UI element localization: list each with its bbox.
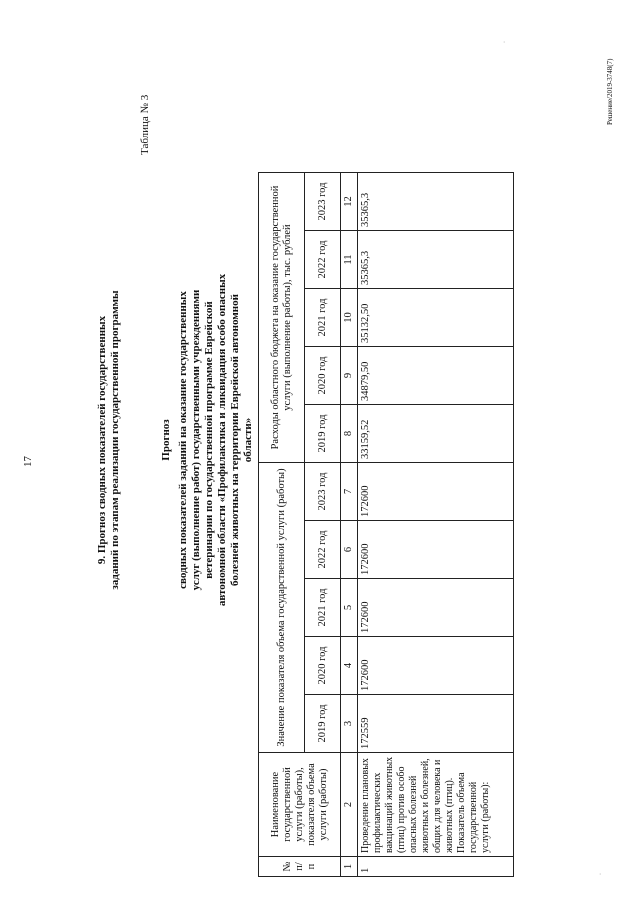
expense-value: 34879,50 xyxy=(358,347,514,405)
column-number: 10 xyxy=(341,289,358,347)
column-number: 8 xyxy=(341,405,358,463)
column-number: 7 xyxy=(341,463,358,521)
header-year: 2021 год xyxy=(305,579,341,637)
column-number: 9 xyxy=(341,347,358,405)
column-number: 11 xyxy=(341,231,358,289)
header-year: 2020 год xyxy=(305,347,341,405)
volume-value: 172600 xyxy=(358,521,514,579)
table-row xyxy=(358,173,514,877)
footer-code: Решение/2019-3748(7) xyxy=(606,58,614,125)
forecast-subtitle-line: болезней животных на территории Еврейской автономной xyxy=(229,294,241,586)
scan-speck: · xyxy=(502,41,508,43)
column-number: 4 xyxy=(341,637,358,695)
header-no: № п/п xyxy=(259,857,341,877)
forecast-subtitle-line: сводных показателей заданий на оказание государственных xyxy=(177,291,189,589)
header-year: 2023 год xyxy=(305,173,341,231)
forecast-table xyxy=(258,172,514,877)
header-year: 2022 год xyxy=(305,521,341,579)
forecast-heading xyxy=(160,210,255,670)
column-number-row xyxy=(341,173,358,877)
column-number: 12 xyxy=(341,173,358,231)
forecast-subtitle-line: ветеринарии по государственной программе Еврейской xyxy=(203,301,215,579)
row-name: Проведение плановых профилактических вакцинаций животных (птиц) против особо опасных болезней животных и болезней, общих для человека и животных (птиц). Показатель объема государственной услуги (работы): xyxy=(358,753,514,857)
forecast-title: Прогноз xyxy=(160,419,172,461)
header-year: 2019 год xyxy=(305,695,341,753)
section-heading-line: заданий по этапам реализации государственной программы xyxy=(109,290,121,590)
header-year: 2019 год xyxy=(305,405,341,463)
forecast-subtitle-line: услуг (выполнение работ) государственными учреждениями xyxy=(190,289,202,591)
header-expenses-group: Расходы областного бюджета на оказание государственной услуги (выполнение работы), тыс. рублей xyxy=(259,173,305,463)
header-year: 2021 год xyxy=(305,289,341,347)
volume-value: 172600 xyxy=(358,637,514,695)
forecast-subtitle-line: области» xyxy=(242,417,254,463)
section-heading xyxy=(96,160,122,720)
expense-value: 33159,52 xyxy=(358,405,514,463)
column-number: 3 xyxy=(341,695,358,753)
expense-value: 35365,3 xyxy=(358,173,514,231)
volume-value: 172559 xyxy=(358,695,514,753)
column-number: 6 xyxy=(341,521,358,579)
column-number: 5 xyxy=(341,579,358,637)
header-volume-group: Значение показателя объема государственной услуги (работы) xyxy=(259,463,305,753)
table-label: Таблица № 3 xyxy=(139,94,151,155)
column-number: 1 xyxy=(341,857,358,877)
column-number: 2 xyxy=(341,753,358,857)
page-number: 17 xyxy=(22,456,34,467)
section-heading-line: 9. Прогноз сводных показателей государственных xyxy=(96,315,108,565)
header-year: 2020 год xyxy=(305,637,341,695)
row-no: 1 xyxy=(358,857,514,877)
header-year: 2023 год xyxy=(305,463,341,521)
forecast-subtitle-line: автономной области «Профилактика и ликвидация особо опасных xyxy=(216,273,228,607)
volume-value: 172600 xyxy=(358,463,514,521)
header-year: 2022 год xyxy=(305,231,341,289)
volume-value: 172600 xyxy=(358,579,514,637)
expense-value: 35365,3 xyxy=(358,231,514,289)
header-name: Наименование государственной услуги (работы), показателя объема услуги (работы) xyxy=(259,753,341,857)
expense-value: 35132,50 xyxy=(358,289,514,347)
scan-speck: · xyxy=(598,873,604,875)
